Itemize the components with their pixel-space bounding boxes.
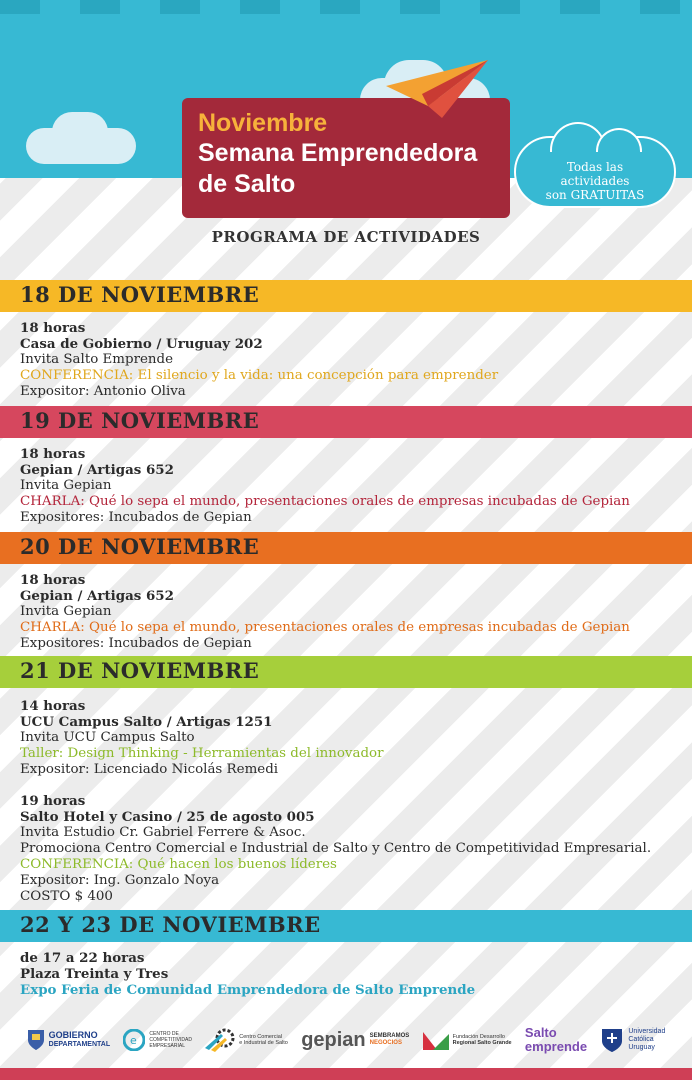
day-bar-19 xyxy=(0,406,692,438)
crest-icon xyxy=(27,1029,45,1051)
logo-text: CENTRO DE xyxy=(149,1031,179,1037)
event-place: Gepian / Artigas 652 xyxy=(20,462,174,478)
event-speaker: Expositor: Antonio Oliva xyxy=(20,384,186,399)
badge-line: Todas las xyxy=(566,160,624,174)
title-month: Noviembre xyxy=(198,109,328,137)
event-item xyxy=(20,950,475,998)
event-time: 18 horas xyxy=(20,572,86,588)
day-label: 19 DE NOVIEMBRE xyxy=(20,408,260,433)
logo-text: Católica xyxy=(628,1036,654,1043)
logo-text: Fundación Desarrollo xyxy=(452,1034,505,1040)
logo-text: COMPETITIVIDAD xyxy=(149,1037,192,1043)
event-place: Plaza Treinta y Tres xyxy=(20,966,169,982)
logo-text: gepian xyxy=(301,1029,366,1051)
event-activity: CHARLA: Qué lo sepa el mundo, presentaciones orales de empresas incubadas de Gepian xyxy=(20,494,630,509)
day-label: 20 DE NOVIEMBRE xyxy=(20,534,260,559)
day-bar-22-23 xyxy=(0,910,692,942)
paper-plane-icon xyxy=(384,58,492,120)
svg-text:e: e xyxy=(130,1034,138,1047)
event-activity: CHARLA: Qué lo sepa el mundo, presentaciones orales de empresas incubadas de Gepian xyxy=(20,620,630,635)
badge-line: son GRATUITAS xyxy=(545,188,645,202)
logo-text: Salto xyxy=(524,1025,557,1040)
header-stripe xyxy=(0,0,692,14)
logo-text: e Industrial de Salto xyxy=(239,1040,288,1046)
triangles-icon xyxy=(423,1030,449,1050)
event-activity: Taller: Design Thinking - Herramientas del innovador xyxy=(20,746,384,761)
logo-gobierno xyxy=(27,1029,110,1051)
event-place: Gepian / Artigas 652 xyxy=(20,588,174,604)
logo-text: Uruguay xyxy=(628,1044,655,1051)
logo-text: EMPRESARIAL xyxy=(149,1043,185,1049)
event-activity: CONFERENCIA: El silencio y la vida: una concepción para emprender xyxy=(20,368,499,383)
gear-stripes-icon xyxy=(205,1028,235,1052)
event-activity: CONFERENCIA: Qué hacen los buenos líderes xyxy=(20,857,337,872)
day-bar-18 xyxy=(0,280,692,312)
event-host: Invita Gepian xyxy=(20,478,112,493)
free-activities-badge xyxy=(514,136,676,208)
event-time: de 17 a 22 horas xyxy=(20,950,145,966)
logo-text: NEGOCIOS xyxy=(369,1040,402,1046)
event-promo: Promociona Centro Comercial e Industrial de Salto y Centro de Competitividad Empresarial. xyxy=(20,841,652,856)
logo-text: emprende xyxy=(524,1039,588,1054)
event-host: Invita Estudio Cr. Gabriel Ferrere & Asoc. xyxy=(20,825,306,840)
event-item xyxy=(20,320,498,400)
logo-fundacion xyxy=(423,1030,512,1050)
event-activity: Expo Feria de Comunidad Emprendedora de Salto Emprende xyxy=(20,982,476,998)
event-cost: COSTO $ 400 xyxy=(20,889,113,904)
title-city: de Salto xyxy=(198,170,296,198)
cloud-left-puff xyxy=(52,112,108,152)
event-place: Casa de Gobierno / Uruguay 202 xyxy=(20,336,263,352)
day-label: 21 DE NOVIEMBRE xyxy=(20,658,260,683)
event-item xyxy=(20,572,630,652)
day-bar-20 xyxy=(0,532,692,564)
logo-text: SEMBRAMOS xyxy=(369,1033,410,1039)
event-host: Invita UCU Campus Salto xyxy=(20,730,195,745)
program-title: PROGRAMA DE ACTIVIDADES xyxy=(211,228,481,246)
logo-text: Regional Salto Grande xyxy=(452,1040,512,1046)
event-time: 19 horas xyxy=(20,793,86,809)
event-item xyxy=(20,698,384,778)
ce-circle-icon xyxy=(123,1029,145,1051)
logo-centro-competitividad xyxy=(123,1029,192,1051)
event-time: 18 horas xyxy=(20,446,86,462)
event-speaker: Expositor: Ing. Gonzalo Noya xyxy=(20,873,220,888)
logo-text: Centro Comercial xyxy=(239,1034,283,1040)
logo-salto-emprende xyxy=(525,1026,587,1054)
event-speaker: Expositores: Incubados de Gepian xyxy=(20,510,252,525)
event-place: UCU Campus Salto / Artigas 1251 xyxy=(20,714,273,730)
title-name: Semana Emprendedora xyxy=(198,139,478,167)
event-host: Invita Salto Emprende xyxy=(20,352,174,367)
event-item xyxy=(20,446,630,526)
event-time: 14 horas xyxy=(20,698,86,714)
logo-text: Universidad xyxy=(628,1028,666,1035)
day-label: 22 Y 23 DE NOVIEMBRE xyxy=(20,912,321,937)
logo-centro-comercial xyxy=(205,1028,288,1052)
sponsor-logos xyxy=(0,1012,692,1068)
day-bar-21 xyxy=(0,656,692,688)
day-label: 18 DE NOVIEMBRE xyxy=(20,282,260,307)
logo-ucu xyxy=(600,1027,665,1053)
event-place: Salto Hotel y Casino / 25 de agosto 005 xyxy=(20,809,315,825)
event-host: Invita Gepian xyxy=(20,604,112,619)
university-seal-icon xyxy=(600,1027,624,1053)
event-time: 18 horas xyxy=(20,320,86,336)
footer-band xyxy=(0,1068,692,1080)
logo-gepian xyxy=(301,1029,410,1051)
event-speaker: Expositores: Incubados de Gepian xyxy=(20,636,252,651)
event-speaker: Expositor: Licenciado Nicolás Remedi xyxy=(20,762,279,777)
logo-text: DEPARTAMENTAL xyxy=(48,1041,111,1048)
event-item xyxy=(20,793,651,905)
badge-line: actividades xyxy=(560,174,630,188)
logo-text: GOBIERNO xyxy=(48,1030,98,1040)
